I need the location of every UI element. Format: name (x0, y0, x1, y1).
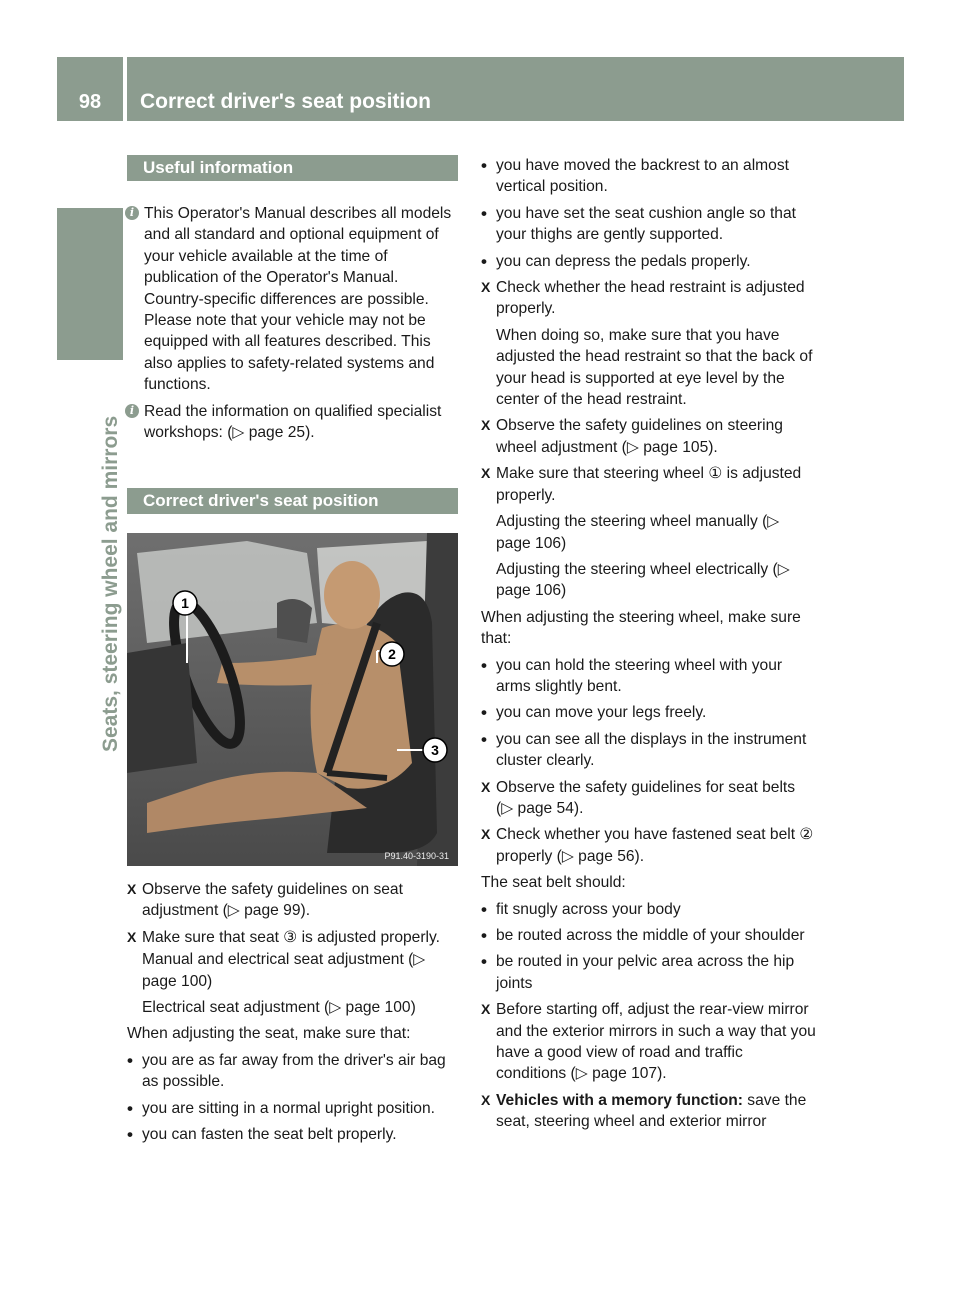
action-item: X Observe the safety guidelines for seat belts (▷ page 54). (481, 778, 796, 817)
action-item: X Make sure that seat ③ is adjusted properly. (127, 927, 462, 948)
bullet-icon: • (481, 729, 487, 749)
action-arrow-icon: X (127, 881, 137, 897)
memory-function-label: Vehicles with a memory function: (496, 1091, 743, 1109)
action-arrow-icon: X (481, 417, 491, 434)
svg-text:1: 1 (181, 595, 189, 611)
action-arrow-icon: X (481, 1091, 491, 1108)
useful-information-block (127, 203, 462, 448)
callout-1 (173, 591, 197, 615)
action-item: X Before starting off, adjust the rear-view mirror and the exterior mirrors in such a way that you have a good view of road and traffic conditions (▷ page 107). (481, 1001, 816, 1083)
action-item: X Check whether you have fastened seat belt ② properly (▷ page 56). (481, 826, 814, 865)
bullet-item: • be routed across the middle of your shoulder (481, 926, 805, 945)
action-arrow-icon: X (481, 279, 491, 296)
bullet-icon: • (127, 1125, 133, 1145)
action-item: X Make sure that steering wheel ① is adjusted properly. (481, 465, 802, 504)
bullet-item: • you can move your legs freely. (481, 703, 707, 723)
left-text-block (127, 879, 462, 1150)
action-item: X Vehicles with a memory function: save the seat, steering wheel and exterior mirror (481, 1091, 807, 1131)
action-item: X Observe the safety guidelines on seat adjustment (▷ page 99). (127, 881, 403, 920)
bullet-item: • you can fasten the seat belt properly. (127, 1125, 397, 1145)
sub-paragraph: When doing so, make sure that you have adjusted the head restraint so that the back of your head is supported at eye level by the center of the head restraint. (496, 326, 813, 409)
right-text-block (481, 155, 816, 1138)
paragraph: The seat belt should: (481, 874, 626, 892)
info-icon: i (125, 404, 139, 418)
bullet-icon: • (481, 703, 487, 723)
cross-reference: Manual and electrical seat adjustment (▷ page 100) (142, 951, 426, 990)
section-heading-seat-position: Correct driver's seat position (127, 488, 458, 514)
bullet-item: • you have moved the backrest to an almost vertical position. (481, 156, 789, 196)
action-arrow-icon: X (481, 778, 491, 795)
driver-seat-illustration (127, 533, 458, 866)
bullet-item: • you are as far away from the driver's air bag as possible. (127, 1050, 446, 1091)
info-note-text: This Operator's Manual describes all models and all standard and optional equipment of your vehicle available at the time of publication of the Operator's Manual. Country-specific differences are possible. Please note that your vehicle may not be equipped with all features described. This also applies to safety-related systems and functions. (144, 205, 452, 394)
bullet-item: • fit snugly across your body (481, 899, 681, 919)
bullet-icon: • (481, 926, 487, 945)
bullet-icon: • (481, 899, 487, 919)
figure-code: P91.40-3190-31 (384, 851, 449, 861)
paragraph: When adjusting the seat, make sure that: (127, 1025, 411, 1043)
info-icon: i (125, 206, 139, 220)
bullet-icon: • (481, 203, 487, 223)
action-arrow-icon: X (481, 1001, 491, 1018)
info-note-text: Read the information on qualified specialist workshops: (▷ page 25). (144, 402, 442, 442)
action-arrow-icon: X (481, 465, 491, 482)
page-number: 98 (78, 91, 102, 113)
cross-reference: Adjusting the steering wheel manually (▷ page 106) (496, 513, 780, 552)
page-title: Correct driver's seat position (140, 90, 431, 113)
action-item: X Check whether the head restraint is adjusted properly. (481, 279, 805, 318)
callout-2 (380, 642, 404, 666)
callout-3 (423, 738, 447, 762)
action-arrow-icon: X (481, 826, 491, 843)
bullet-icon: • (481, 251, 487, 271)
paragraph: When adjusting the steering wheel, make sure that: (481, 608, 801, 648)
info-note (127, 203, 462, 396)
bullet-item: • you can see all the displays in the instrument cluster clearly. (481, 729, 807, 770)
cross-reference: Electrical seat adjustment (▷ page 100) (142, 999, 416, 1017)
bullet-item: • you can hold the steering wheel with your arms slightly bent. (481, 655, 783, 695)
bullet-icon: • (481, 952, 487, 972)
bullet-item: • be routed in your pelvic area across the hip joints (481, 952, 795, 992)
bullet-item: • you can depress the pedals properly. (481, 251, 751, 271)
bullet-icon: • (481, 655, 487, 675)
bullet-icon: • (481, 156, 487, 175)
cross-reference: Adjusting the steering wheel electrically (▷ page 106) (496, 560, 790, 600)
bullet-item: • you are sitting in a normal upright position. (127, 1098, 435, 1118)
section-heading-useful-information: Useful information (127, 155, 458, 181)
info-note (127, 401, 462, 444)
svg-text:3: 3 (431, 742, 439, 758)
svg-text:2: 2 (388, 646, 396, 662)
action-item: X Observe the safety guidelines on steering wheel adjustment (▷ page 105). (481, 417, 783, 456)
chapter-label: Seats, steering wheel and mirrors (99, 415, 122, 752)
bullet-icon: • (127, 1050, 133, 1070)
bullet-item: • you have set the seat cushion angle so that your thighs are gently supported. (481, 203, 796, 244)
bullet-icon: • (127, 1098, 133, 1118)
action-arrow-icon: X (127, 928, 137, 945)
